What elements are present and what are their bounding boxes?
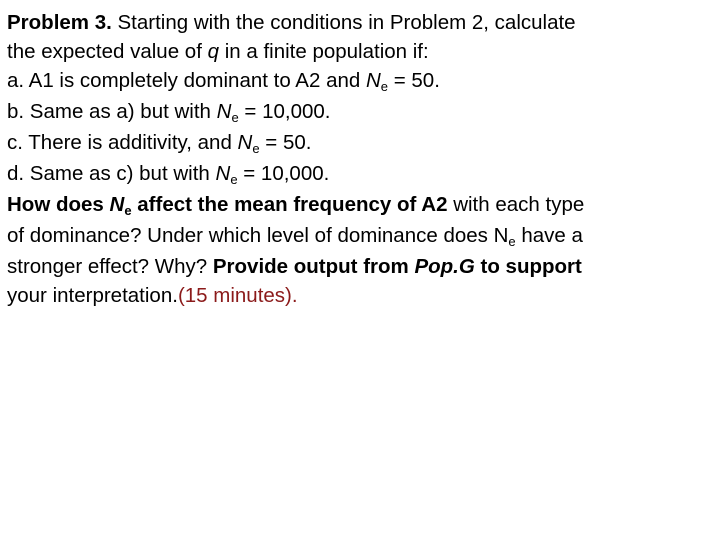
item-d — [7, 159, 712, 190]
intro-line-2 — [7, 37, 712, 66]
item-c-value: = 50. — [259, 131, 312, 154]
popg-name: Pop.G — [414, 255, 475, 278]
question-line-3-end: to support — [474, 255, 582, 278]
question-how: How does — [7, 193, 110, 216]
item-d-value: = 10,000. — [237, 162, 330, 185]
ne-subscript: e — [124, 203, 132, 218]
q-variable: q — [207, 40, 219, 63]
question-line-3-bold: Provide output from — [212, 255, 415, 278]
item-c — [7, 128, 712, 159]
ne-symbol: N — [215, 162, 231, 185]
intro-text-2a: the expected value of — [7, 40, 208, 63]
question-rest: with each type — [447, 193, 585, 216]
item-b-value: = 10,000. — [238, 100, 331, 123]
item-a-value: = 50. — [388, 69, 440, 92]
question-bold: affect the mean frequency of A2 — [131, 193, 448, 216]
item-b-text: b. Same as a) but with — [7, 100, 217, 123]
item-c-text: c. There is additivity, and — [7, 131, 238, 154]
ne-symbol: N — [216, 100, 232, 123]
question-line-3-text: stronger effect? Why? — [7, 255, 213, 278]
ne-subscript: e — [252, 141, 260, 156]
item-b — [7, 97, 712, 128]
ne-subscript: e — [231, 110, 239, 125]
question-line-2-text: of dominance? Under which level of dominance does N — [7, 224, 509, 247]
intro-text-1: Starting with the conditions in Problem 2, calculate — [111, 11, 576, 34]
question-line-4 — [7, 281, 712, 310]
question-line-1 — [7, 190, 712, 221]
question-line-2-end: have a — [515, 224, 583, 247]
question-line-2 — [7, 221, 712, 252]
time-estimate: (15 minutes). — [177, 284, 298, 307]
question-line-3 — [7, 252, 712, 281]
question-line-4-text: your interpretation. — [7, 284, 178, 307]
item-a — [7, 66, 712, 97]
ne-symbol: N — [109, 193, 125, 216]
ne-symbol: N — [237, 131, 253, 154]
ne-subscript: e — [230, 172, 238, 187]
item-a-text: a. A1 is completely dominant to A2 and — [7, 69, 366, 92]
intro-text-2b: in a finite population if: — [219, 40, 429, 63]
problem-heading-line — [7, 8, 712, 37]
ne-symbol: N — [365, 69, 381, 92]
ne-subscript: e — [380, 79, 389, 94]
item-d-text: d. Same as c) but with — [7, 162, 216, 185]
ne-subscript: e — [508, 234, 516, 249]
problem-heading: Problem 3. — [7, 11, 112, 34]
